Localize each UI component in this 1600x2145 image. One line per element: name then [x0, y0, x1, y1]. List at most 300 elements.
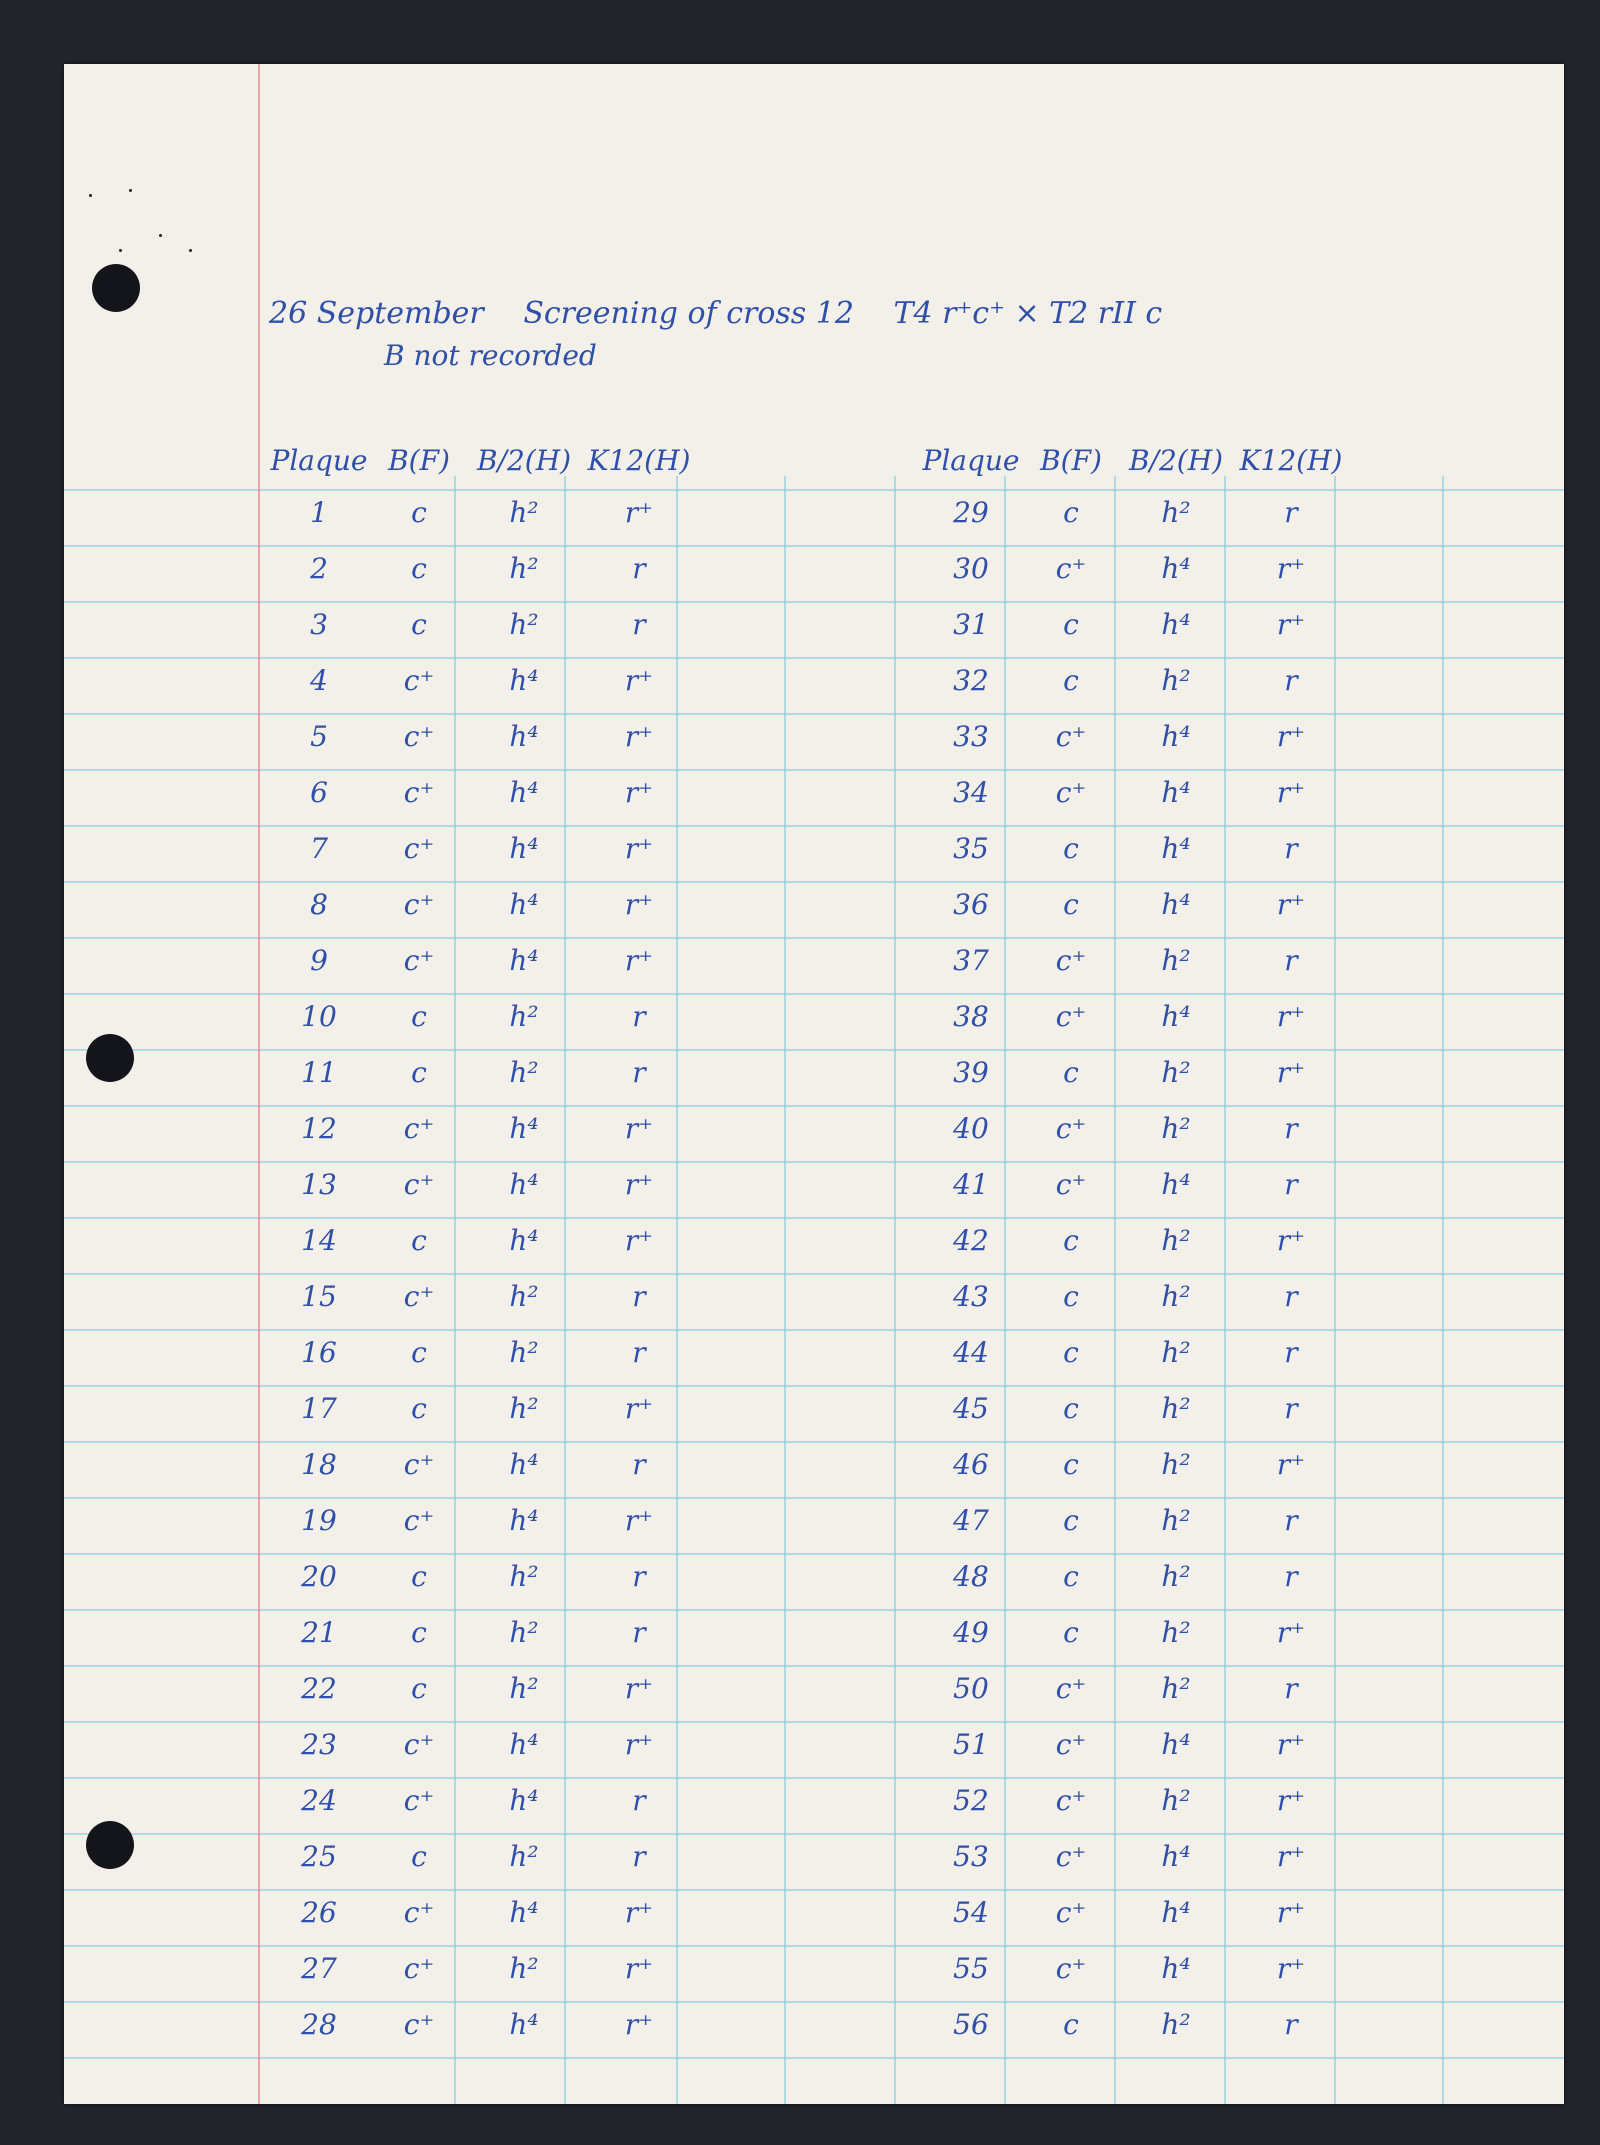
plaque-number: 51	[953, 1727, 989, 1761]
grid-vline	[894, 476, 896, 2104]
table-row	[916, 1604, 1346, 1660]
bf-value: c	[411, 1615, 427, 1649]
table-row	[916, 876, 1346, 932]
bf-value: c	[1063, 1055, 1079, 1089]
k12h-value: r⁺	[624, 831, 654, 865]
bf-value: c⁺	[403, 719, 435, 753]
table-row	[264, 1268, 694, 1324]
bf-value: c⁺	[403, 1895, 435, 1929]
table-row	[264, 540, 694, 596]
b2h-value: h⁴	[1161, 887, 1191, 921]
b2h-value: h²	[509, 1391, 539, 1425]
b2h-value: h²	[509, 1615, 539, 1649]
plaque-number: 17	[301, 1391, 337, 1425]
table-row	[264, 764, 694, 820]
b2h-value: h⁴	[509, 1783, 539, 1817]
table-row	[264, 1884, 694, 1940]
plaque-number: 44	[953, 1335, 989, 1369]
plaque-number: 29	[953, 495, 989, 529]
plaque-number: 3	[310, 607, 328, 641]
k12h-value: r⁺	[1276, 719, 1306, 753]
table-row	[264, 932, 694, 988]
bf-value: c⁺	[1055, 1783, 1087, 1817]
table-row	[916, 1436, 1346, 1492]
table-row	[916, 1828, 1346, 1884]
bf-value: c	[411, 1671, 427, 1705]
punch-hole	[92, 264, 140, 312]
b2h-value: h²	[509, 551, 539, 585]
k12h-value: r⁺	[1276, 1223, 1306, 1257]
table-row	[916, 1884, 1346, 1940]
b2h-value: h⁴	[509, 1727, 539, 1761]
bf-value: c	[411, 495, 427, 529]
table-row	[916, 1212, 1346, 1268]
k12h-value: r	[1284, 1391, 1298, 1425]
table-row	[916, 1044, 1346, 1100]
b2h-value: h²	[509, 1335, 539, 1369]
plaque-number: 35	[953, 831, 989, 865]
b2h-value: h²	[1161, 1783, 1191, 1817]
table-row	[916, 1100, 1346, 1156]
plaque-number: 56	[953, 2007, 989, 2041]
table-row	[916, 764, 1346, 820]
table-row	[916, 540, 1346, 596]
b2h-value: h⁴	[509, 943, 539, 977]
bf-value: c⁺	[1055, 551, 1087, 585]
plaque-number: 6	[310, 775, 328, 809]
bf-value: c	[1063, 887, 1079, 921]
k12h-value: r	[1284, 1671, 1298, 1705]
bf-value: c	[411, 551, 427, 585]
bf-value: c	[1063, 607, 1079, 641]
plaque-number: 47	[953, 1503, 989, 1537]
bf-value: c	[411, 1055, 427, 1089]
table-row	[264, 708, 694, 764]
plaque-number: 1	[310, 495, 328, 529]
k12h-value: r⁺	[624, 943, 654, 977]
k12h-value: r	[1284, 2007, 1298, 2041]
plaque-number: 30	[953, 551, 989, 585]
bf-value: c	[1063, 1335, 1079, 1369]
table-row	[916, 596, 1346, 652]
plaque-number: 41	[953, 1167, 989, 1201]
k12h-value: r⁺	[624, 1111, 654, 1145]
b2h-value: h⁴	[509, 1447, 539, 1481]
k12h-value: r⁺	[1276, 607, 1306, 641]
b2h-value: h⁴	[509, 719, 539, 753]
table-row	[264, 1380, 694, 1436]
table-row	[264, 1324, 694, 1380]
b2h-value: h⁴	[1161, 775, 1191, 809]
column-header: K12(H)	[1239, 443, 1343, 477]
b2h-value: h²	[509, 1055, 539, 1089]
plaque-number: 31	[953, 607, 989, 641]
b2h-value: h⁴	[509, 1167, 539, 1201]
k12h-value: r	[1284, 943, 1298, 977]
plaque-number: 52	[953, 1783, 989, 1817]
table-row	[916, 1660, 1346, 1716]
k12h-value: r⁺	[624, 775, 654, 809]
notebook-page	[64, 64, 1564, 2104]
plaque-number: 33	[953, 719, 989, 753]
plaque-number: 28	[301, 2007, 337, 2041]
k12h-value: r⁺	[1276, 999, 1306, 1033]
b2h-value: h²	[1161, 1335, 1191, 1369]
k12h-value: r⁺	[1276, 1727, 1306, 1761]
k12h-value: r	[632, 1279, 646, 1313]
table-row	[264, 596, 694, 652]
k12h-value: r	[632, 999, 646, 1033]
table-row	[916, 1156, 1346, 1212]
table-header-row	[916, 432, 1346, 488]
table-row	[916, 1492, 1346, 1548]
b2h-value: h²	[1161, 1111, 1191, 1145]
k12h-value: r⁺	[624, 719, 654, 753]
b2h-value: h²	[1161, 1391, 1191, 1425]
bf-value: c	[1063, 1503, 1079, 1537]
b2h-value: h²	[1161, 1279, 1191, 1313]
bf-value: c⁺	[1055, 999, 1087, 1033]
plaque-number: 10	[301, 999, 337, 1033]
bf-value: c⁺	[403, 663, 435, 697]
table-row	[264, 820, 694, 876]
column-header: Plaque	[922, 443, 1020, 477]
b2h-value: h⁴	[509, 1223, 539, 1257]
table-row	[916, 932, 1346, 988]
plaque-number: 50	[953, 1671, 989, 1705]
table-row	[264, 876, 694, 932]
plaque-number: 5	[310, 719, 328, 753]
b2h-value: h⁴	[509, 775, 539, 809]
k12h-value: r	[632, 607, 646, 641]
k12h-value: r⁺	[624, 1223, 654, 1257]
b2h-value: h⁴	[1161, 719, 1191, 753]
plaque-number: 8	[310, 887, 328, 921]
b2h-value: h²	[509, 1951, 539, 1985]
plaque-number: 20	[301, 1559, 337, 1593]
bf-value: c	[411, 1559, 427, 1593]
k12h-value: r⁺	[624, 495, 654, 529]
table-row	[916, 652, 1346, 708]
k12h-value: r⁺	[624, 887, 654, 921]
k12h-value: r⁺	[624, 1727, 654, 1761]
punch-hole	[86, 1034, 134, 1082]
k12h-value: r⁺	[1276, 1895, 1306, 1929]
k12h-value: r⁺	[624, 1895, 654, 1929]
k12h-value: r	[632, 551, 646, 585]
page-heading	[269, 296, 1192, 331]
table-row	[916, 1996, 1346, 2052]
plaque-number: 18	[301, 1447, 337, 1481]
bf-value: c⁺	[1055, 1167, 1087, 1201]
bf-value: c	[1063, 1447, 1079, 1481]
plaque-number: 22	[301, 1671, 337, 1705]
b2h-value: h²	[1161, 1055, 1191, 1089]
plaque-number: 7	[310, 831, 328, 865]
b2h-value: h²	[1161, 1671, 1191, 1705]
table-row	[916, 1716, 1346, 1772]
k12h-value: r⁺	[1276, 1447, 1306, 1481]
plaque-number: 49	[953, 1615, 989, 1649]
b2h-value: h⁴	[509, 887, 539, 921]
k12h-value: r	[1284, 1167, 1298, 1201]
heading-date: 26 September	[269, 296, 484, 331]
table-row	[264, 1996, 694, 2052]
bf-value: c	[1063, 1615, 1079, 1649]
k12h-value: r⁺	[624, 1503, 654, 1537]
bf-value: c⁺	[403, 1727, 435, 1761]
k12h-value: r⁺	[1276, 1951, 1306, 1985]
plaque-number: 24	[301, 1783, 337, 1817]
b2h-value: h²	[509, 1279, 539, 1313]
table-row	[264, 1100, 694, 1156]
plaque-number: 13	[301, 1167, 337, 1201]
table-row	[264, 1604, 694, 1660]
plaque-number: 4	[310, 663, 328, 697]
k12h-value: r⁺	[624, 663, 654, 697]
table-row	[264, 1436, 694, 1492]
b2h-value: h²	[1161, 495, 1191, 529]
bf-value: c⁺	[403, 831, 435, 865]
bf-value: c	[411, 1223, 427, 1257]
b2h-value: h⁴	[509, 663, 539, 697]
bf-value: c⁺	[1055, 943, 1087, 977]
k12h-value: r⁺	[624, 1167, 654, 1201]
k12h-value: r	[1284, 1559, 1298, 1593]
k12h-value: r	[1284, 663, 1298, 697]
k12h-value: r⁺	[1276, 887, 1306, 921]
bf-value: c	[1063, 1279, 1079, 1313]
plaque-number: 19	[301, 1503, 337, 1537]
k12h-value: r⁺	[1276, 1839, 1306, 1873]
table-header-row	[264, 432, 694, 488]
k12h-value: r⁺	[624, 1671, 654, 1705]
bf-value: c	[1063, 831, 1079, 865]
table-row	[264, 1548, 694, 1604]
plaque-number: 27	[301, 1951, 337, 1985]
table-row	[916, 820, 1346, 876]
table-row	[916, 708, 1346, 764]
k12h-value: r⁺	[1276, 551, 1306, 585]
column-header: Plaque	[270, 443, 368, 477]
k12h-value: r⁺	[1276, 775, 1306, 809]
table-row	[264, 1716, 694, 1772]
k12h-value: r⁺	[624, 1951, 654, 1985]
table-row	[916, 1548, 1346, 1604]
pencil-marks	[84, 124, 204, 204]
bf-value: c	[411, 1335, 427, 1369]
punch-hole	[86, 1821, 134, 1869]
b2h-value: h⁴	[509, 1111, 539, 1145]
b2h-value: h⁴	[1161, 999, 1191, 1033]
k12h-value: r⁺	[624, 1391, 654, 1425]
bf-value: c	[411, 1839, 427, 1873]
k12h-value: r	[1284, 831, 1298, 865]
b2h-value: h⁴	[1161, 1951, 1191, 1985]
bf-value: c	[1063, 1391, 1079, 1425]
k12h-value: r⁺	[1276, 1615, 1306, 1649]
plaque-number: 23	[301, 1727, 337, 1761]
column-header: B/2(H)	[476, 443, 572, 477]
plaque-number: 34	[953, 775, 989, 809]
k12h-value: r⁺	[1276, 1055, 1306, 1089]
k12h-value: r	[632, 1615, 646, 1649]
plaque-number: 42	[953, 1223, 989, 1257]
plaque-number: 40	[953, 1111, 989, 1145]
table-row	[264, 1660, 694, 1716]
b2h-value: h⁴	[509, 1895, 539, 1929]
page-top-area	[64, 64, 1564, 476]
bf-value: c	[1063, 1559, 1079, 1593]
plaque-number: 26	[301, 1895, 337, 1929]
bf-value: c	[411, 1391, 427, 1425]
b2h-value: h⁴	[1161, 607, 1191, 641]
plaque-number: 15	[301, 1279, 337, 1313]
plaque-number: 54	[953, 1895, 989, 1929]
bf-value: c⁺	[1055, 1111, 1087, 1145]
bf-value: c⁺	[403, 1447, 435, 1481]
b2h-value: h⁴	[509, 2007, 539, 2041]
b2h-value: h²	[509, 999, 539, 1033]
b2h-value: h²	[1161, 943, 1191, 977]
bf-value: c⁺	[403, 1503, 435, 1537]
k12h-value: r⁺	[1276, 1783, 1306, 1817]
k12h-value: r	[632, 1447, 646, 1481]
k12h-value: r	[1284, 1279, 1298, 1313]
margin-line	[258, 64, 260, 2104]
k12h-value: r	[1284, 1503, 1298, 1537]
table-row	[264, 988, 694, 1044]
bf-value: c⁺	[1055, 1671, 1087, 1705]
b2h-value: h⁴	[1161, 1727, 1191, 1761]
b2h-value: h⁴	[1161, 551, 1191, 585]
b2h-value: h⁴	[1161, 1895, 1191, 1929]
bf-value: c⁺	[403, 1279, 435, 1313]
plaque-number: 39	[953, 1055, 989, 1089]
k12h-value: r	[632, 1559, 646, 1593]
b2h-value: h²	[509, 607, 539, 641]
k12h-value: r⁺	[624, 2007, 654, 2041]
bf-value: c	[1063, 663, 1079, 697]
b2h-value: h²	[1161, 2007, 1191, 2041]
plaque-number: 53	[953, 1839, 989, 1873]
b2h-value: h²	[509, 495, 539, 529]
k12h-value: r	[632, 1839, 646, 1873]
table-row	[264, 484, 694, 540]
column-header: B(F)	[1040, 443, 1102, 477]
bf-value: c⁺	[1055, 1839, 1087, 1873]
bf-value: c⁺	[403, 1167, 435, 1201]
plaque-number: 46	[953, 1447, 989, 1481]
bf-value: c⁺	[1055, 1951, 1087, 1985]
plaque-number: 9	[310, 943, 328, 977]
plaque-number: 12	[301, 1111, 337, 1145]
table-row	[916, 1324, 1346, 1380]
heading-note: B not recorded	[384, 339, 597, 372]
b2h-value: h²	[1161, 1503, 1191, 1537]
bf-value: c	[1063, 495, 1079, 529]
bf-value: c	[1063, 2007, 1079, 2041]
k12h-value: r	[1284, 1335, 1298, 1369]
table-row	[916, 484, 1346, 540]
table-row	[916, 988, 1346, 1044]
bf-value: c⁺	[1055, 775, 1087, 809]
bf-value: c	[411, 999, 427, 1033]
plaque-number: 45	[953, 1391, 989, 1425]
b2h-value: h²	[509, 1839, 539, 1873]
bf-value: c	[1063, 1223, 1079, 1257]
k12h-value: r	[1284, 495, 1298, 529]
table-row	[916, 1772, 1346, 1828]
table-row	[916, 1268, 1346, 1324]
plaque-number: 11	[301, 1055, 337, 1089]
bf-value: c⁺	[403, 887, 435, 921]
column-header: K12(H)	[587, 443, 691, 477]
grid-vline	[784, 476, 786, 2104]
b2h-value: h⁴	[1161, 831, 1191, 865]
plaque-number: 48	[953, 1559, 989, 1593]
plaque-number: 2	[310, 551, 328, 585]
plaque-number: 32	[953, 663, 989, 697]
b2h-value: h²	[1161, 663, 1191, 697]
b2h-value: h²	[509, 1671, 539, 1705]
b2h-value: h²	[1161, 1559, 1191, 1593]
plaque-number: 55	[953, 1951, 989, 1985]
heading-title: Screening of cross 12	[523, 296, 854, 331]
table-row	[264, 652, 694, 708]
b2h-value: h²	[1161, 1447, 1191, 1481]
plaque-number: 43	[953, 1279, 989, 1313]
table-row	[264, 1772, 694, 1828]
k12h-value: r	[632, 1335, 646, 1369]
bf-value: c⁺	[403, 943, 435, 977]
bf-value: c	[411, 607, 427, 641]
b2h-value: h⁴	[1161, 1839, 1191, 1873]
b2h-value: h²	[509, 1559, 539, 1593]
k12h-value: r	[1284, 1111, 1298, 1145]
column-header: B(F)	[388, 443, 450, 477]
heading-cross: T4 r⁺c⁺ × T2 rII c	[893, 296, 1163, 331]
plaque-number: 38	[953, 999, 989, 1033]
plaque-number: 36	[953, 887, 989, 921]
table-row	[264, 1492, 694, 1548]
k12h-value: r	[632, 1055, 646, 1089]
table-row	[916, 1380, 1346, 1436]
b2h-value: h⁴	[509, 831, 539, 865]
bf-value: c⁺	[1055, 1895, 1087, 1929]
bf-value: c⁺	[403, 1783, 435, 1817]
plaque-number: 16	[301, 1335, 337, 1369]
table-row	[264, 1212, 694, 1268]
bf-value: c⁺	[1055, 1727, 1087, 1761]
bf-value: c⁺	[403, 1111, 435, 1145]
table-row	[264, 1044, 694, 1100]
bf-value: c⁺	[403, 775, 435, 809]
plaque-number: 37	[953, 943, 989, 977]
b2h-value: h⁴	[509, 1503, 539, 1537]
k12h-value: r	[632, 1783, 646, 1817]
plaque-number: 21	[301, 1615, 337, 1649]
bf-value: c⁺	[1055, 719, 1087, 753]
b2h-value: h⁴	[1161, 1167, 1191, 1201]
table-row	[916, 1940, 1346, 1996]
b2h-value: h²	[1161, 1615, 1191, 1649]
bf-value: c⁺	[403, 2007, 435, 2041]
table-row	[264, 1940, 694, 1996]
table-row	[264, 1156, 694, 1212]
plaque-number: 25	[301, 1839, 337, 1873]
bf-value: c⁺	[403, 1951, 435, 1985]
